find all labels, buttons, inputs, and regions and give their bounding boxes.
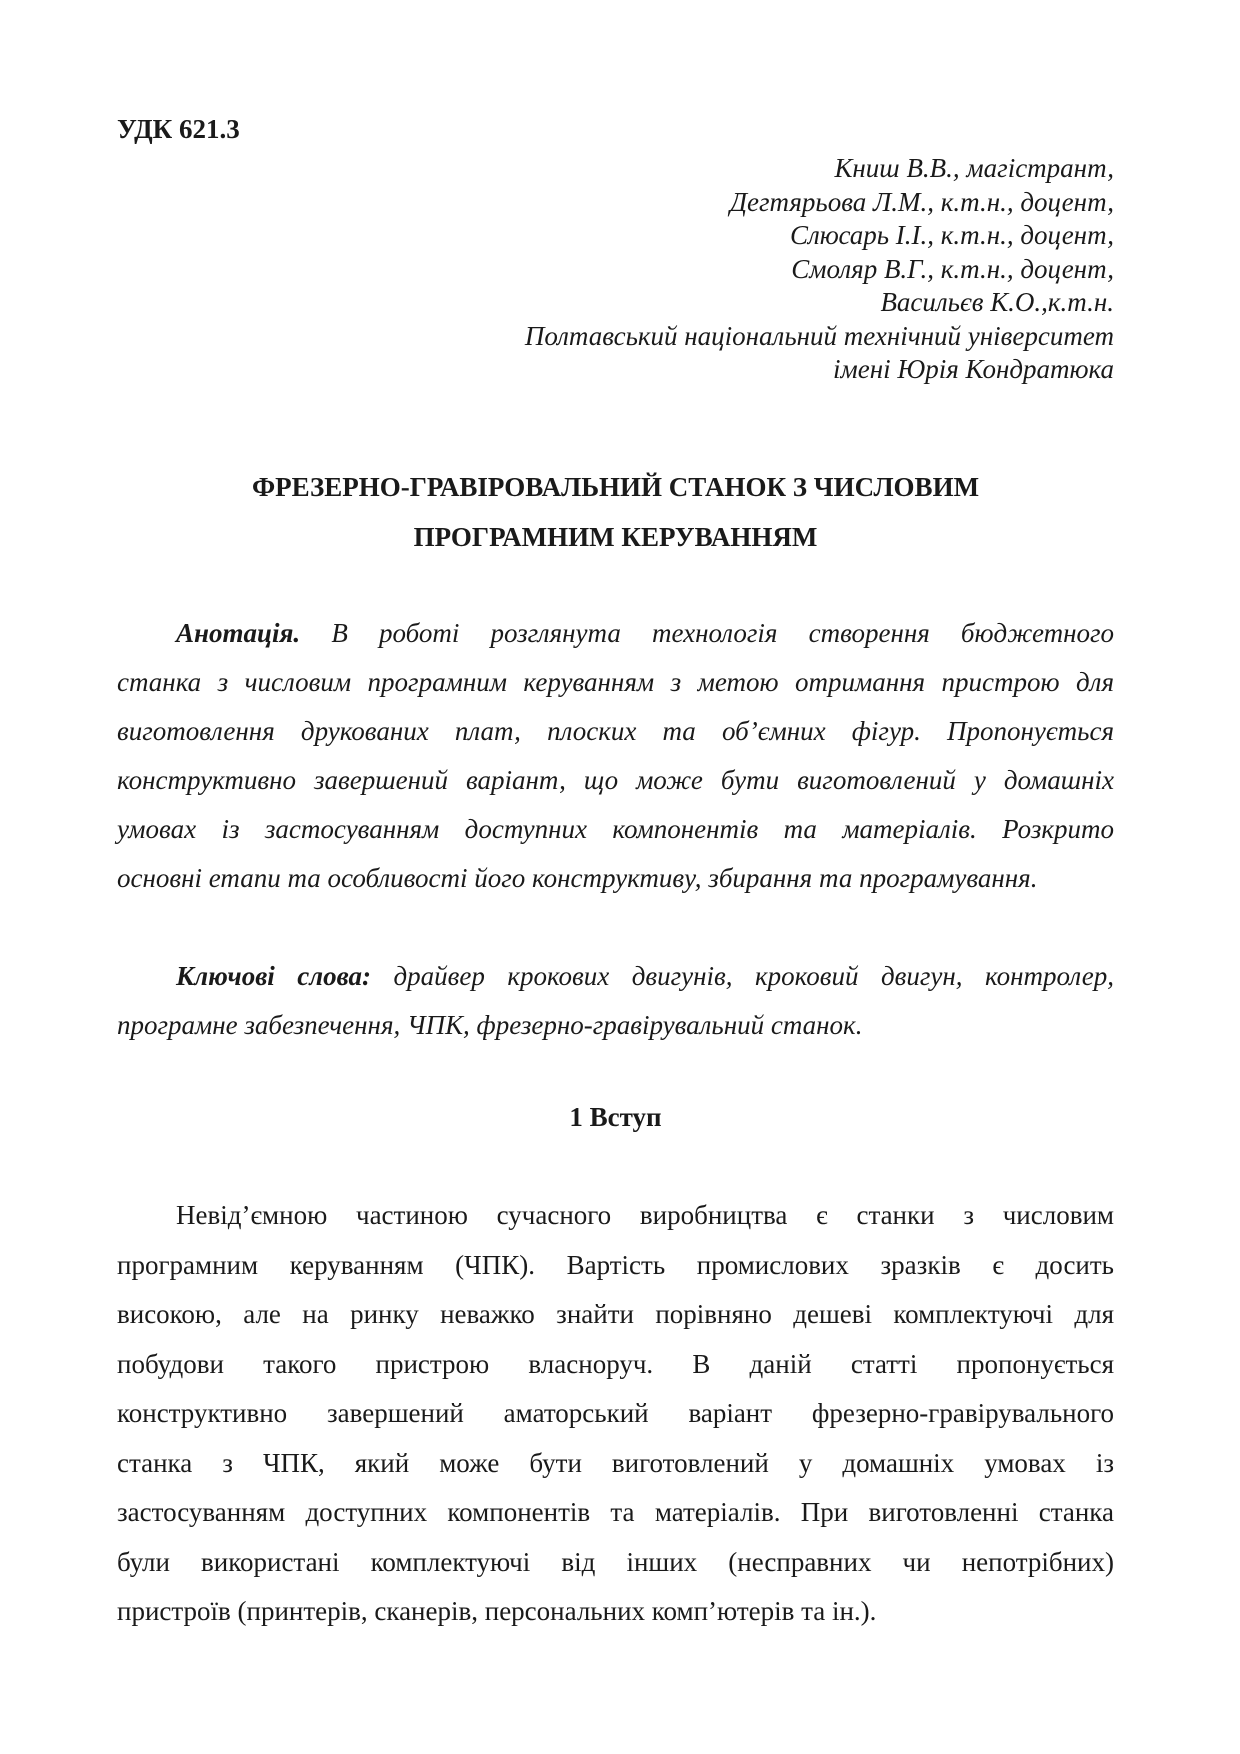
author-line: Дегтярьова Л.М., к.т.н., доцент, bbox=[729, 186, 1114, 217]
intro-paragraph bbox=[117, 1191, 1114, 1637]
author-block bbox=[525, 152, 1114, 387]
abstract-text: В роботі розглянута технологія створення бюджетного bbox=[331, 618, 1115, 648]
paragraph-line: пристроїв (принтерів, сканерів, персональних комп’ютерів та ін.). bbox=[117, 1596, 877, 1626]
keywords-line: програмне забезпечення, ЧПК, фрезерно-гравірувальний станок. bbox=[117, 1010, 863, 1040]
abstract-line bbox=[117, 609, 1114, 658]
udk-code: УДК 621.3 bbox=[117, 114, 240, 144]
keywords-label: Ключові слова: bbox=[176, 961, 371, 991]
paragraph-line: високою, але на ринку неважко знайти порівняно дешеві комплектуючі для bbox=[117, 1299, 1114, 1329]
keywords-text: драйвер крокових двигунів, кроковий двигун, контролер, bbox=[393, 961, 1115, 991]
affiliation-line: імені Юрія Кондратюка bbox=[833, 354, 1114, 384]
abstract-line: виготовлення друкованих плат, плоских та об’ємних фігур. Пропонується bbox=[117, 716, 1114, 746]
paragraph-line: побудови такого пристрою власноруч. В даній статті пропонується bbox=[117, 1348, 1114, 1379]
author-line: Васильєв К.О.,к.т.н. bbox=[880, 287, 1114, 317]
paper-title bbox=[117, 462, 1114, 562]
title-line: ПРОГРАМНИМ КЕРУВАННЯМ bbox=[413, 522, 818, 552]
affiliation-line: Полтавський національний технічний університет bbox=[524, 320, 1114, 351]
author-line: Слюсарь І.І., к.т.н., доцент, bbox=[790, 220, 1114, 250]
paragraph-line: програмним керуванням (ЧПК). Вартість промислових зразків є досить bbox=[117, 1249, 1114, 1280]
paragraph-line: були використані комплектуючі від інших (несправних чи непотрібних) bbox=[117, 1546, 1114, 1577]
keywords-line bbox=[117, 952, 1114, 1001]
abstract bbox=[117, 609, 1114, 903]
abstract-line: станка з числовим програмним керуванням з метою отримання пристрою для bbox=[117, 667, 1114, 697]
paragraph-line: станка з ЧПК, який може бути виготовлений у домашніх умовах із bbox=[117, 1447, 1114, 1478]
paragraph-line: застосуванням доступних компонентів та матеріалів. При виготовленні станка bbox=[117, 1497, 1114, 1527]
abstract-line: основні етапи та особливості його конструктиву, збирання та програмування. bbox=[117, 863, 1038, 893]
title-line: ФРЕЗЕРНО-ГРАВІРОВАЛЬНИЙ СТАНОК З ЧИСЛОВИМ bbox=[251, 472, 980, 502]
author-line: Книш В.В., магістрант, bbox=[834, 153, 1114, 183]
abstract-line: умовах із застосуванням доступних компонентів та матеріалів. Розкрито bbox=[117, 814, 1114, 844]
section-heading: 1 Вступ bbox=[569, 1102, 662, 1132]
paragraph-line: Невід’ємною частиною сучасного виробництва є станки з числовим bbox=[176, 1200, 1114, 1230]
abstract-label: Анотація. bbox=[176, 618, 301, 648]
abstract-line: конструктивно завершений варіант, що може бути виготовлений у домашніх bbox=[117, 765, 1114, 795]
paragraph-line: конструктивно завершений аматорський варіант фрезерно-гравірувального bbox=[117, 1398, 1114, 1428]
keywords bbox=[117, 952, 1114, 1050]
author-line: Смоляр В.Г., к.т.н., доцент, bbox=[791, 253, 1114, 284]
